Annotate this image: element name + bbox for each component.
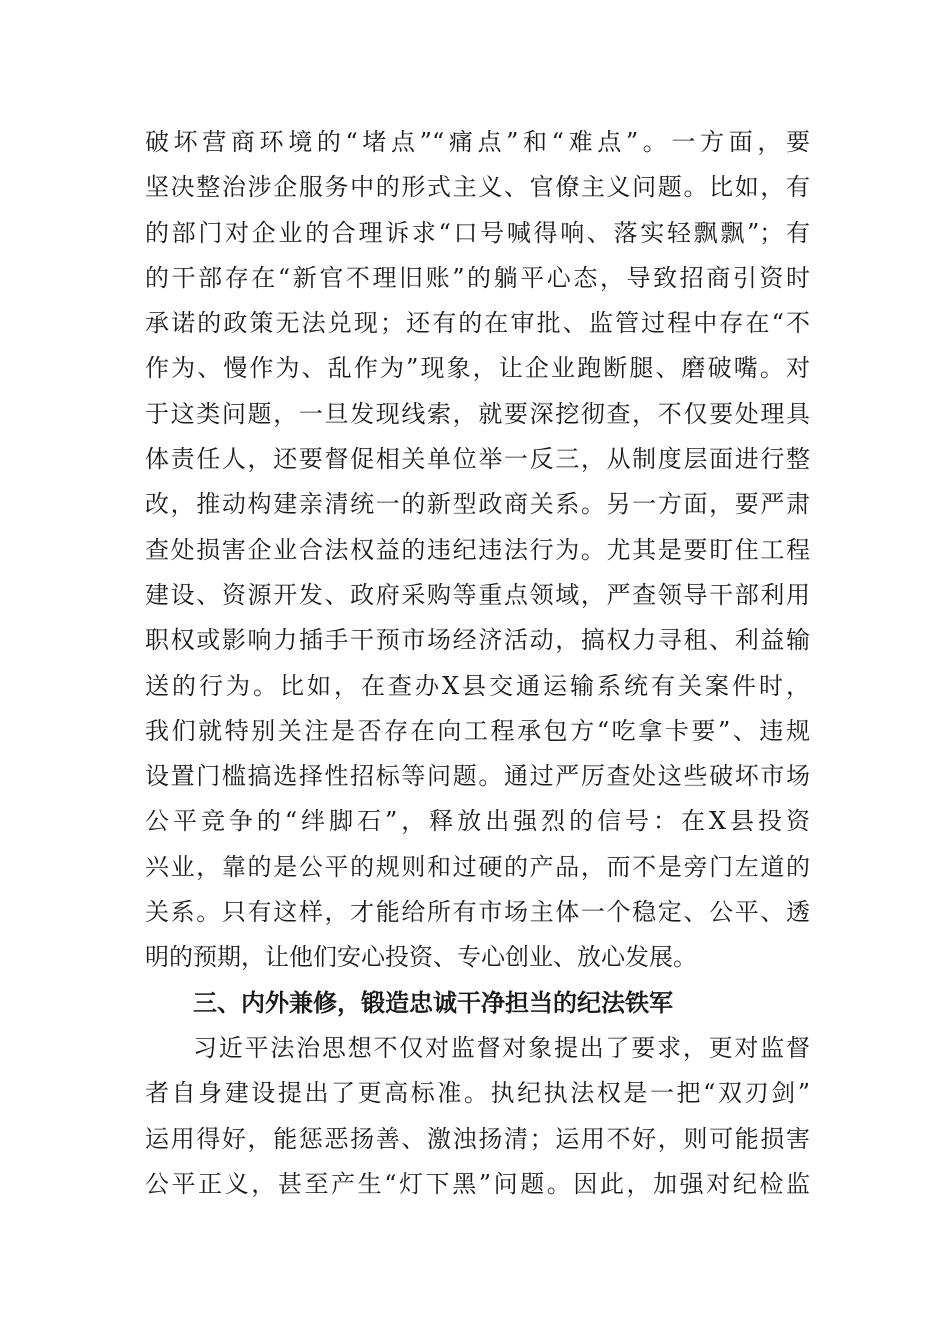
text-line: 坚决整治涉企服务中的形式主义、官僚主义问题。比如，有 (145, 173, 810, 202)
text-line: 明的预期，让他们安心投资、专心创业、放心发展。 (145, 943, 697, 972)
text-line: 者自身建设提出了更高标准。执纪执法权是一把“双刃剑” (145, 1079, 810, 1108)
text-line: 建设、资源开发、政府采购等重点领域，严查领导干部利用 (145, 580, 810, 609)
text-line: 于这类问题，一旦发现线索，就要深挖彻查，不仅要处理具 (145, 399, 810, 428)
text-line: 查处损害企业合法权益的违纪违法行为。尤其是要盯住工程 (145, 535, 810, 564)
body-text (145, 120, 810, 1207)
text-line: 破坏营商环境的“堵点”“痛点”和“难点”。一方面，要 (145, 128, 810, 156)
text-line: 体责任人，还要督促相关单位举一反三，从制度层面进行整 (145, 445, 810, 474)
text-line: 职权或影响力插手干预市场经济活动，搞权力寻租、利益输 (145, 626, 810, 655)
text-line: 承诺的政策无法兑现；还有的在审批、监管过程中存在“不 (145, 309, 810, 338)
text-line: 运用得好，能惩恶扬善、激浊扬清；运用不好，则可能损害 (145, 1124, 810, 1153)
text-line: 公平正义，甚至产生“灯下黑”问题。因此，加强对纪检监 (145, 1169, 810, 1198)
text-line: 关系。只有这样，才能给所有市场主体一个稳定、公平、透 (145, 898, 810, 927)
text-line: 公平竞争的“绊脚石”，释放出强烈的信号：在X县投资 (145, 807, 810, 836)
text-line: 兴业，靠的是公平的规则和过硬的产品，而不是旁门左道的 (145, 852, 810, 881)
text-line: 我们就特别关注是否存在向工程承包方“吃拿卡要”、违规 (145, 716, 810, 745)
text-line: 作为、慢作为、乱作为”现象，让企业跑断腿、磨破嘴。对 (145, 354, 810, 383)
text-line: 习近平法治思想不仅对监督对象提出了要求，更对监督 (193, 1033, 810, 1062)
text-line: 改，推动构建亲清统一的新型政商关系。另一方面，要严肃 (145, 490, 810, 519)
section-heading: 三、内外兼修，锻造忠诚干净担当的纪法铁军 (193, 988, 673, 1017)
text-line: 送的行为。比如，在查办X县交通运输系统有关案件时， (145, 671, 810, 700)
text-line: 的部门对企业的合理诉求“口号喊得响、落实轻飘飘”；有 (145, 218, 810, 247)
text-line: 设置门槛搞选择性招标等问题。通过严厉查处这些破坏市场 (145, 762, 810, 791)
text-line: 的干部存在“新官不理旧账”的躺平心态，导致招商引资时 (145, 263, 810, 292)
